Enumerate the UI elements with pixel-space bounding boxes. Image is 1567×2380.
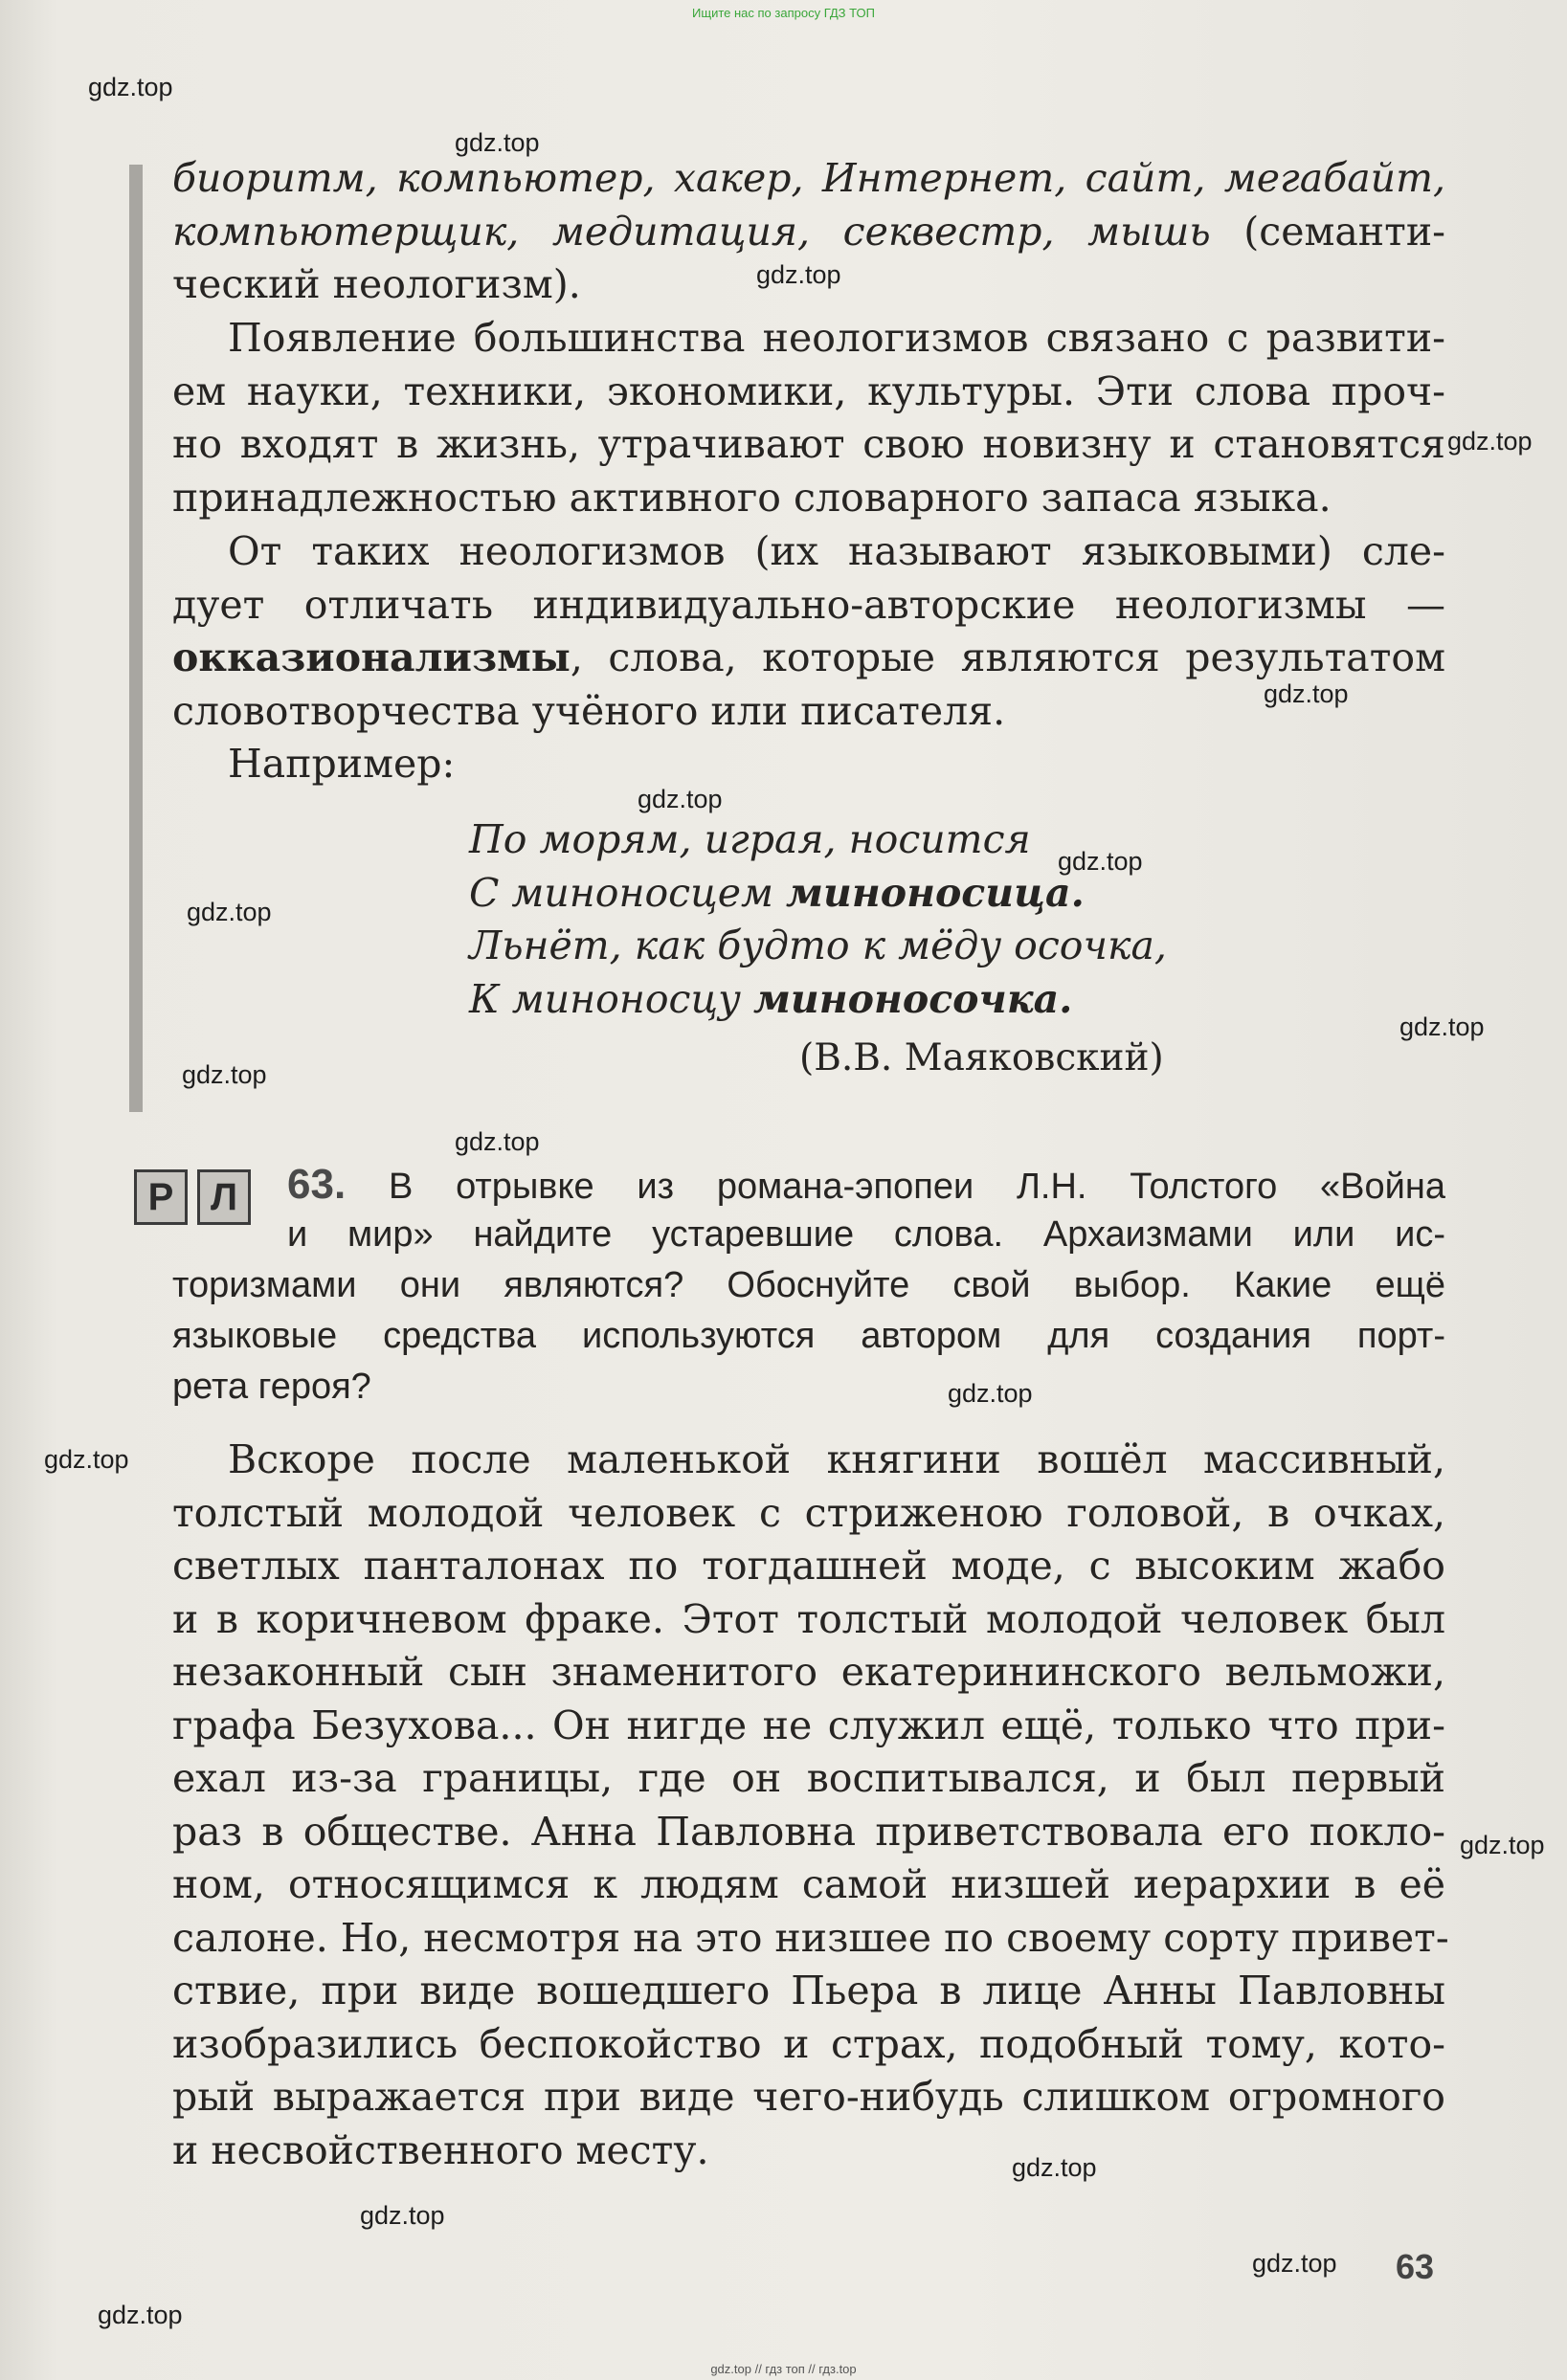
example-label: Например:	[228, 741, 456, 787]
task-line: языковые средства используются автором для создания порт-	[172, 1316, 1445, 1356]
watermark: gdz.top	[1399, 1012, 1485, 1041]
watermark: gdz.top	[1447, 427, 1533, 456]
task-line: торизмами они являются? Обоснуйте свой выбор. Какие ещё	[172, 1265, 1445, 1305]
watermark: gdz.top	[1252, 2249, 1337, 2278]
page-number: 63	[1396, 2247, 1435, 2286]
excerpt-line: светлых панталонах по тогдашней моде, с высоким жабо	[172, 1543, 1445, 1589]
watermark: gdz.top	[98, 2301, 183, 2329]
watermark: gdz.top	[182, 1060, 267, 1089]
poem	[469, 813, 1167, 1026]
excerpt-line: графа Безухова... Он нигде не служил ещё, только что при-	[172, 1702, 1445, 1748]
marker-l: Л	[197, 1169, 251, 1225]
neologism-line: ческий неологизм).	[172, 261, 581, 307]
text-line: словотворчества учёного или писателя.	[172, 687, 1006, 734]
watermark: gdz.top	[1058, 847, 1143, 876]
watermark: gdz.top	[187, 898, 272, 926]
task-markers	[134, 1169, 251, 1225]
poem-author: (В.В. Маяковский)	[799, 1036, 1164, 1079]
watermark: gdz.top	[1012, 2153, 1097, 2182]
excerpt-line: ствие, при виде вошедшего Пьера в лице Анны Павловны	[172, 1968, 1445, 2013]
watermark: gdz.top	[1264, 679, 1349, 708]
example-label-block	[172, 738, 1445, 791]
text-line: От таких неологизмов (их называют языковыми) сле-	[228, 528, 1445, 574]
excerpt-line: салоне. Но, несмотря на это низшее по своему сорту привет-	[172, 1914, 1449, 1961]
text-line: ем науки, техники, экономики, культуры. Эти слова проч-	[172, 367, 1445, 414]
excerpt-line: ехал из-за границы, где он воспитывался, и был первый	[172, 1755, 1445, 1801]
excerpt-line: и в коричневом фраке. Этот толстый молодой человек был	[172, 1595, 1445, 1642]
watermark: gdz.top	[1460, 1831, 1545, 1859]
excerpt-line: изобразились беспокойство и страх, подобный тому, кото-	[172, 2020, 1445, 2067]
paragraph-occasionalisms	[172, 525, 1445, 738]
excerpt-line: раз в обществе. Анна Павловна приветствовала его покло-	[172, 1808, 1445, 1855]
excerpt-line: Вскоре после маленькой княгини вошёл массивный,	[228, 1436, 1445, 1482]
task-line: рета героя?	[172, 1367, 371, 1407]
task-number: 63.	[287, 1161, 347, 1208]
marker-r: Р	[134, 1169, 188, 1225]
neologism-line: биоритм, компьютер, хакер, Интернет, сайт, мегабайт,	[172, 155, 1445, 201]
watermark: gdz.top	[756, 260, 841, 289]
watermark: gdz.top	[638, 785, 723, 813]
text-line: принадлежностью активного словарного запаса языка.	[172, 474, 1332, 521]
watermark: gdz.top	[88, 73, 173, 101]
watermark: gdz.top	[360, 2201, 445, 2230]
text-line: окказионализмы, слова, которые являются результатом	[172, 634, 1445, 680]
bottom-banner[interactable]: gdz.top // гдз топ // гдз.top	[710, 2362, 857, 2376]
term-occasionalisms: окказионализмы	[172, 634, 571, 680]
neologism-line: компьютерщик, медитация, секвестр, мышь (семанти-	[172, 208, 1445, 255]
watermark: gdz.top	[455, 128, 540, 157]
poem-line: К миноносцу миноносочка.	[469, 975, 1073, 1022]
neologism-list	[172, 152, 1445, 312]
task-line: и мир» найдите устаревшие слова. Архаизмами или ис-	[287, 1214, 1445, 1255]
text-line: дует отличать индивидуально-авторские неологизмы —	[172, 581, 1445, 628]
text-line: но входят в жизнь, утрачивают свою новизну и становятся	[172, 421, 1445, 467]
task-63	[287, 1159, 1445, 1212]
poem-line: По морям, играя, носится	[469, 816, 1031, 862]
watermark: gdz.top	[44, 1445, 129, 1474]
excerpt-line: рый выражается при виде чего-нибудь слишком огромного	[172, 2074, 1445, 2120]
task-63-body-cont	[172, 1260, 1445, 1412]
watermark: gdz.top	[948, 1379, 1033, 1408]
task-line: 63. В отрывке из романа-эпопеи Л.Н. Толстого «Война	[287, 1161, 1446, 1208]
poem-line: Льнёт, как будто к мёду осочка,	[469, 923, 1167, 968]
poem-line: С миноносцем миноносица.	[469, 869, 1085, 916]
excerpt-line: ном, относящимся к людям самой низшей иерархии в её	[172, 1861, 1445, 1907]
text-line: Появление большинства неологизмов связано с развити-	[228, 315, 1445, 361]
watermark: gdz.top	[455, 1127, 540, 1156]
sidebar-accent-bar	[129, 165, 143, 1112]
excerpt-line: толстый молодой человек с стриженою головой, в очках,	[172, 1489, 1445, 1536]
paragraph-neologisms	[172, 312, 1445, 524]
tolstoy-excerpt	[172, 1434, 1449, 2177]
top-banner[interactable]: Ищите нас по запросу ГДЗ ТОП	[692, 6, 875, 20]
excerpt-line: и несвойственного месту.	[172, 2126, 709, 2173]
excerpt-line: незаконный сын знаменитого екатерининского вельможи,	[172, 1649, 1445, 1695]
task-63-body	[287, 1210, 1445, 1260]
